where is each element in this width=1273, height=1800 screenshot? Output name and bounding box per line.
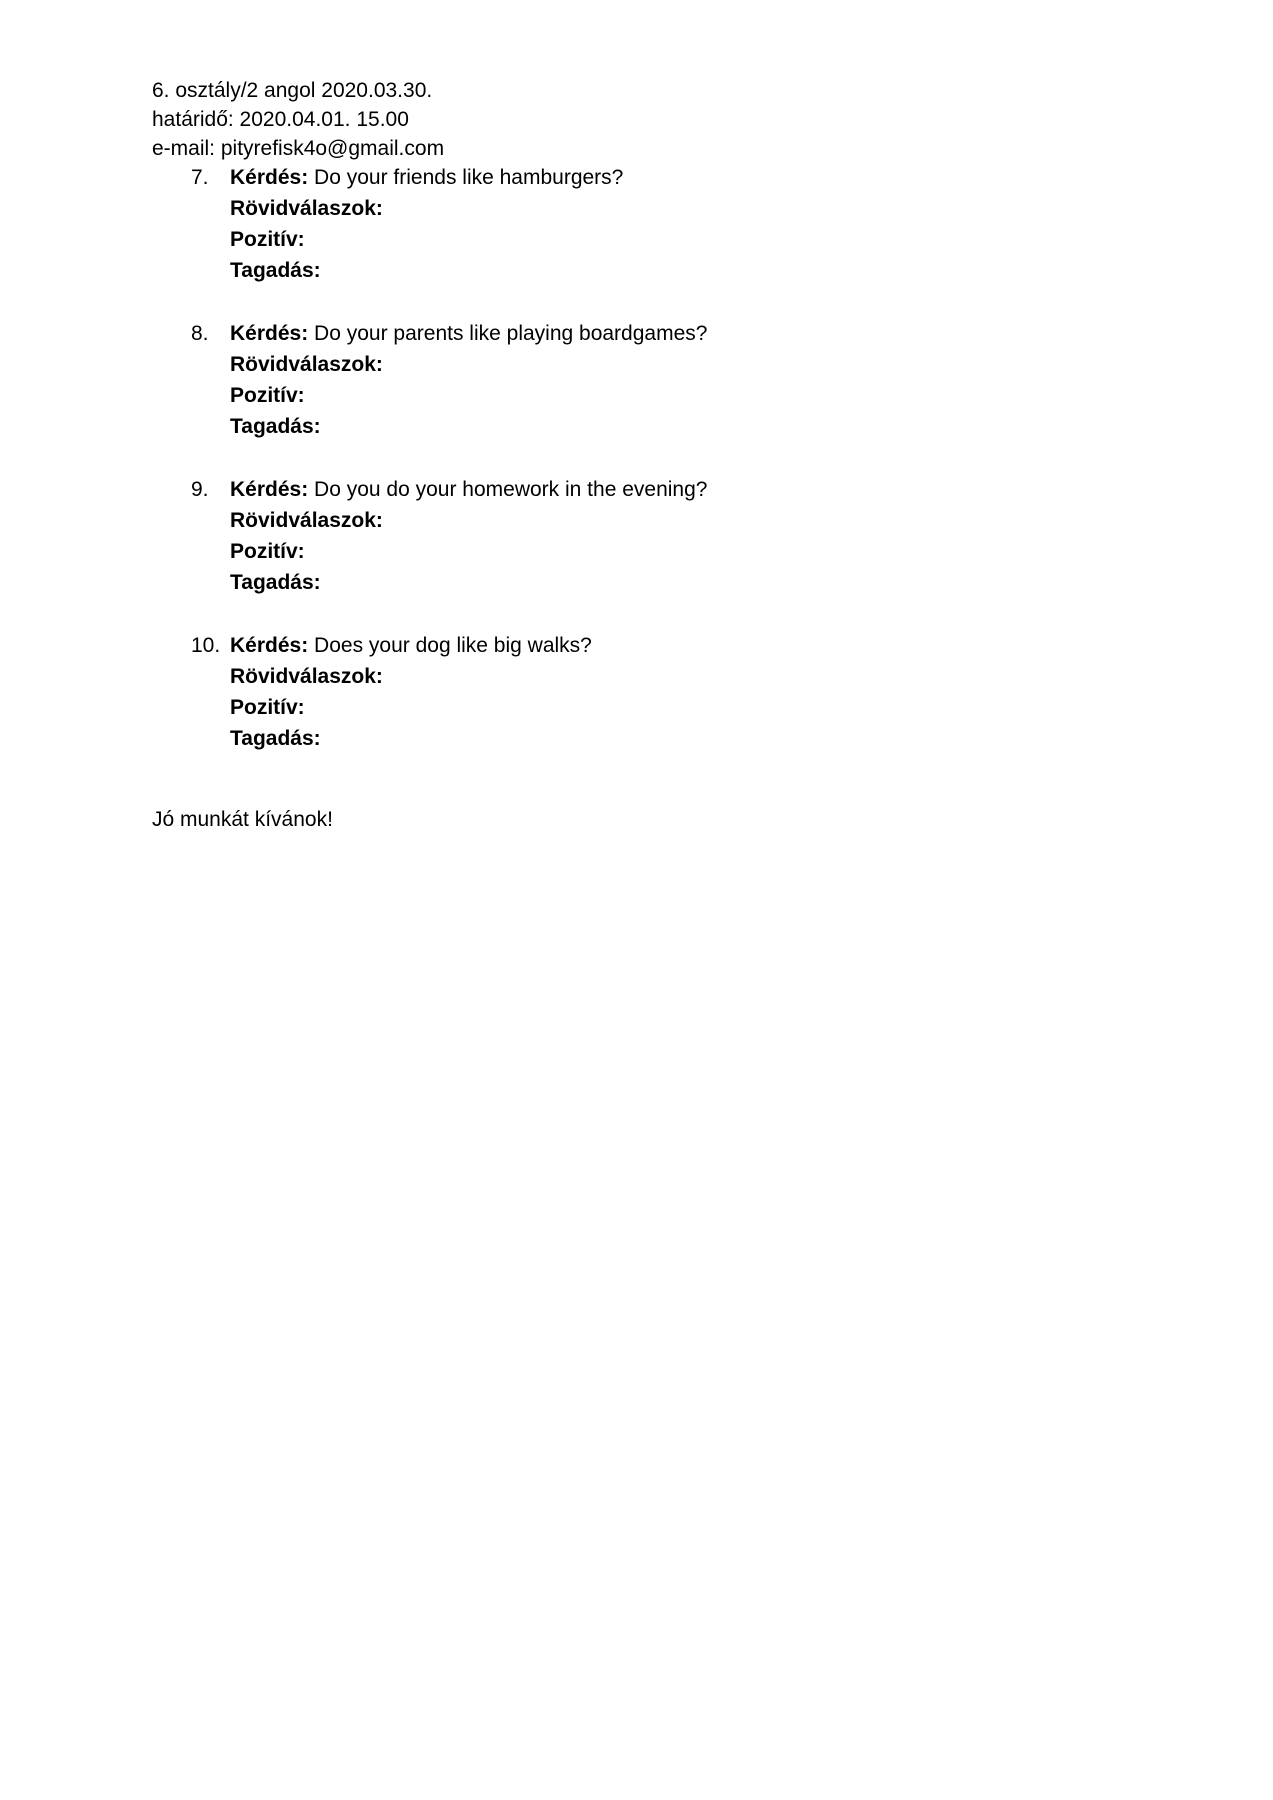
question-text: Do you do your homework in the evening? bbox=[314, 478, 708, 501]
question-text: Do your parents like playing boardgames? bbox=[314, 322, 708, 345]
header-deadline: határidő: 2020.04.01. 15.00 bbox=[152, 108, 409, 131]
negative-label: Tagadás: bbox=[230, 259, 321, 282]
question-row bbox=[152, 318, 1052, 349]
question-label: Kérdés: bbox=[230, 634, 309, 657]
question-item bbox=[152, 162, 1052, 286]
question-text: Does your dog like big walks? bbox=[314, 634, 592, 657]
negative-label: Tagadás: bbox=[230, 727, 321, 750]
question-label: Kérdés: bbox=[230, 166, 309, 189]
short-answers-label: Rövidválaszok: bbox=[230, 509, 383, 532]
positive-label: Pozitív: bbox=[230, 228, 305, 251]
question-item bbox=[152, 474, 1052, 598]
question-item bbox=[152, 630, 1052, 754]
question-label: Kérdés: bbox=[230, 478, 309, 501]
positive-label: Pozitív: bbox=[230, 540, 305, 563]
question-text: Do your friends like hamburgers? bbox=[314, 166, 624, 189]
question-number: 9. bbox=[191, 478, 209, 501]
question-number: 10. bbox=[191, 634, 221, 657]
header-class-date: 6. osztály/2 angol 2020.03.30. bbox=[152, 79, 433, 102]
question-item bbox=[152, 318, 1052, 442]
question-row bbox=[152, 630, 1052, 661]
short-answers-label: Rövidválaszok: bbox=[230, 197, 383, 220]
short-answers-label: Rövidválaszok: bbox=[230, 353, 383, 376]
question-row bbox=[152, 474, 1052, 505]
short-answers-label: Rövidválaszok: bbox=[230, 665, 383, 688]
closing-text: Jó munkát kívánok! bbox=[152, 808, 333, 831]
header-email: e-mail: pityrefisk4o@gmail.com bbox=[152, 137, 445, 160]
positive-label: Pozitív: bbox=[230, 384, 305, 407]
positive-label: Pozitív: bbox=[230, 696, 305, 719]
negative-label: Tagadás: bbox=[230, 415, 321, 438]
question-number: 7. bbox=[191, 166, 209, 189]
negative-label: Tagadás: bbox=[230, 571, 321, 594]
document-header bbox=[152, 76, 444, 163]
question-number: 8. bbox=[191, 322, 209, 345]
question-row bbox=[152, 162, 1052, 193]
question-label: Kérdés: bbox=[230, 322, 309, 345]
